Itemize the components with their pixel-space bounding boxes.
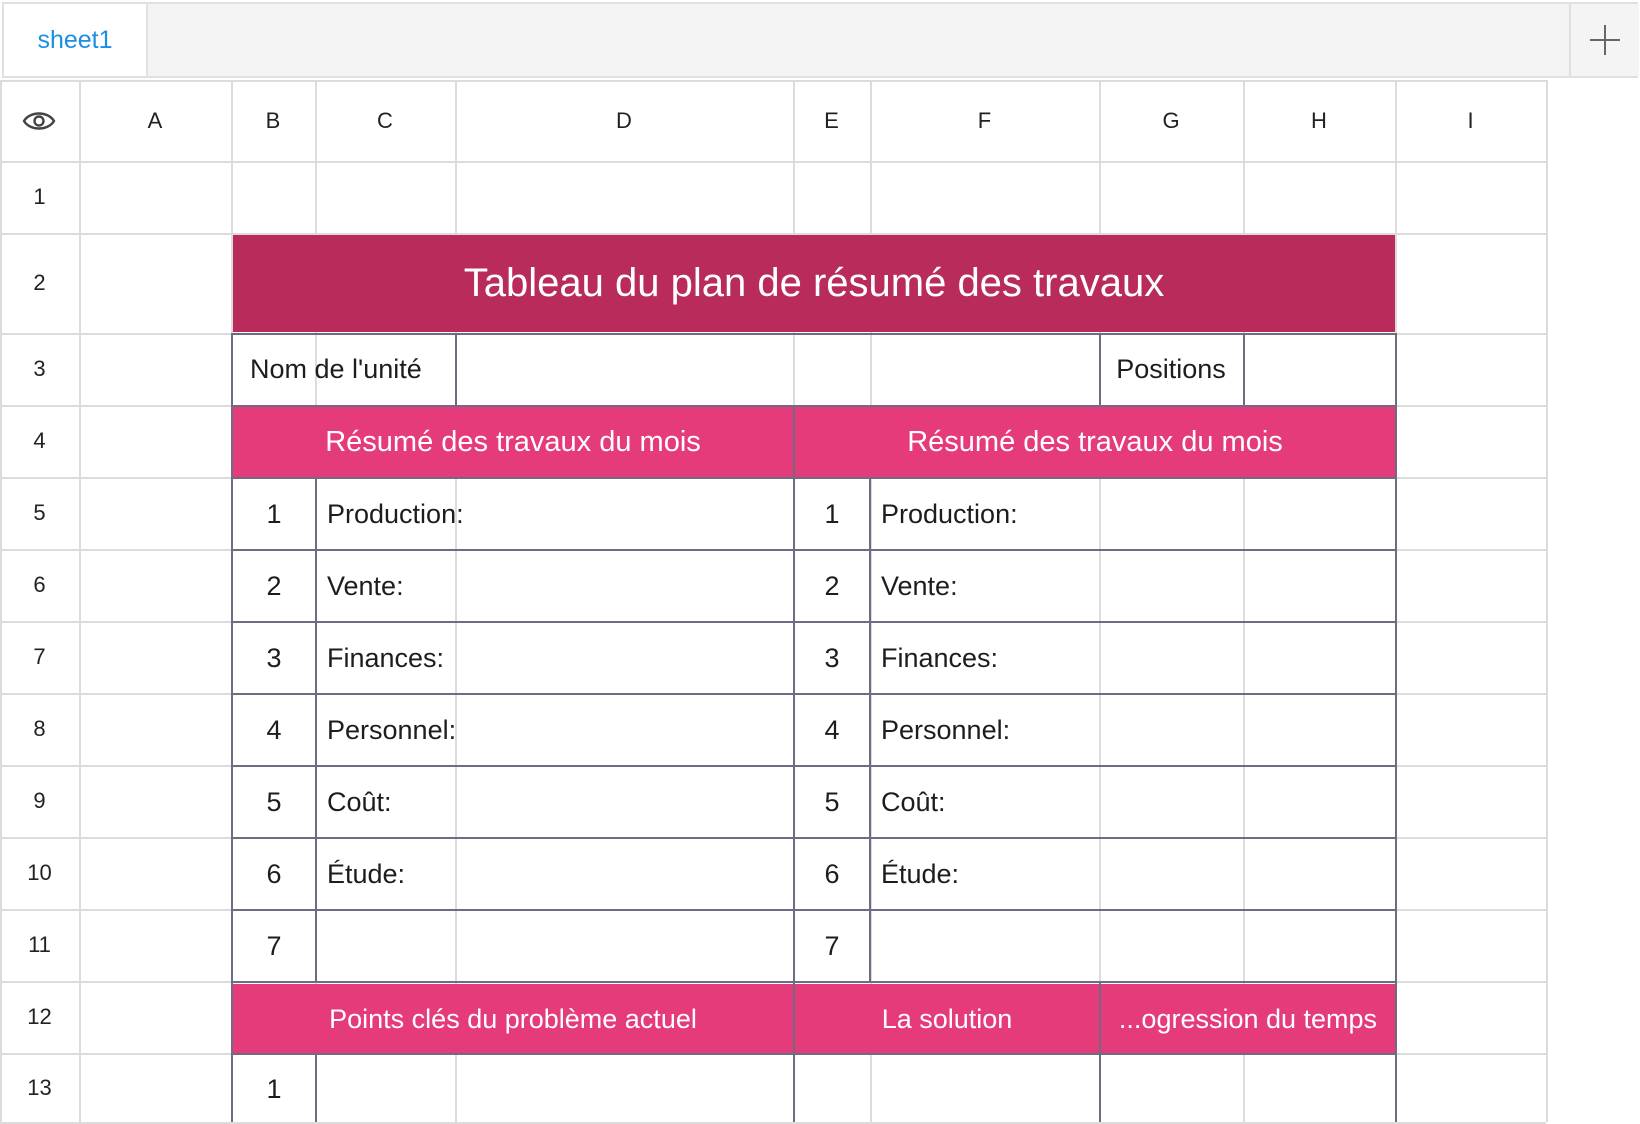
positions-value[interactable] (1244, 334, 1394, 404)
column-header-h[interactable]: H (1311, 107, 1327, 133)
right-summary-header[interactable]: Résumé des travaux du mois (795, 407, 1395, 477)
time-progress-header[interactable]: ...ogression du temps (1101, 984, 1395, 1054)
left-summary-header[interactable]: Résumé des travaux du mois (233, 407, 793, 477)
table-border-line (231, 981, 1397, 983)
sheet-title[interactable]: Tableau du plan de résumé des travaux (233, 235, 1395, 332)
table-border-line (231, 549, 1397, 551)
table-border-line (455, 333, 457, 405)
problem-number-cell[interactable]: 1 (266, 1073, 282, 1104)
row-header-3[interactable]: 3 (33, 356, 46, 381)
row-header-8[interactable]: 8 (33, 716, 46, 741)
table-border-line (231, 333, 1397, 335)
table-border-line (231, 333, 233, 1122)
table-border-line (315, 477, 317, 981)
left-item-label[interactable] (317, 911, 793, 981)
table-border-line (1099, 333, 1101, 405)
row-header-5[interactable]: 5 (33, 500, 46, 525)
grid-vline (1546, 80, 1548, 1122)
row-header-13[interactable]: 13 (27, 1074, 52, 1100)
right-item-label[interactable]: Personnel: (881, 714, 1011, 745)
table-border-line (1099, 981, 1101, 1122)
table-border-line (231, 909, 1397, 911)
right-item-label[interactable]: Finances: (881, 642, 999, 673)
row-header-2[interactable]: 2 (33, 270, 46, 295)
column-header-e[interactable]: E (824, 107, 839, 133)
table-border-line (231, 405, 1397, 407)
left-item-number[interactable]: 1 (266, 498, 282, 529)
right-item-number[interactable]: 2 (824, 570, 840, 601)
right-item-label[interactable]: Étude: (881, 858, 960, 889)
eye-icon[interactable] (22, 108, 56, 134)
table-border-line (315, 1053, 317, 1122)
right-item-number[interactable]: 7 (824, 930, 840, 961)
right-item-number[interactable]: 3 (824, 642, 840, 673)
right-item-number[interactable]: 6 (824, 858, 840, 889)
table-border-line (231, 1053, 1397, 1055)
row-header-10[interactable]: 10 (27, 860, 52, 885)
left-item-label[interactable]: Personnel: (327, 714, 457, 745)
left-item-number[interactable]: 6 (266, 858, 282, 889)
right-item-label[interactable] (871, 911, 1395, 981)
column-header-f[interactable]: F (977, 107, 992, 133)
left-item-label[interactable]: Finances: (327, 642, 445, 673)
right-item-label[interactable]: Vente: (881, 570, 958, 601)
left-item-label[interactable]: Production: (327, 498, 464, 529)
row-header-9[interactable]: 9 (33, 788, 46, 813)
column-header-i[interactable]: I (1467, 107, 1474, 133)
table-border-line (869, 477, 871, 981)
table-border-line (1243, 333, 1245, 405)
left-item-number[interactable]: 4 (266, 714, 282, 745)
add-sheet-plus-icon[interactable] (1569, 4, 1639, 76)
row-header-4[interactable]: 4 (33, 428, 46, 453)
table-border-line (1395, 333, 1397, 1122)
right-item-number[interactable]: 1 (824, 498, 840, 529)
table-border-line (231, 765, 1397, 767)
unit-name-label[interactable]: Nom de l'unité (250, 353, 422, 384)
tab-sheet1[interactable]: sheet1 (4, 4, 148, 76)
left-item-number[interactable]: 3 (266, 642, 282, 673)
right-item-label[interactable]: Coût: (881, 786, 946, 817)
grid-hline (0, 161, 1546, 163)
right-item-label[interactable]: Production: (881, 498, 1018, 529)
problems-header[interactable]: Points clés du problème actuel (233, 984, 793, 1054)
row-header-7[interactable]: 7 (33, 644, 46, 669)
table-border-line (231, 621, 1397, 623)
sheet-tab-bar (2, 2, 1638, 78)
column-header-d[interactable]: D (616, 107, 632, 133)
table-border-line (231, 693, 1397, 695)
left-item-number[interactable]: 2 (266, 570, 282, 601)
table-border-line (231, 477, 1397, 479)
right-item-number[interactable]: 4 (824, 714, 840, 745)
column-header-c[interactable]: C (377, 107, 393, 133)
row-header-6[interactable]: 6 (33, 572, 46, 597)
column-header-b[interactable]: B (265, 107, 281, 133)
positions-label[interactable]: Positions (1116, 353, 1226, 384)
row-header-11[interactable]: 11 (28, 932, 51, 957)
row-header-12[interactable]: 12 (27, 1004, 52, 1029)
left-item-label[interactable]: Étude: (327, 858, 406, 889)
table-border-line (793, 405, 795, 1122)
left-item-label[interactable]: Vente: (327, 570, 404, 601)
unit-name-value[interactable] (456, 334, 1098, 404)
column-header-a[interactable]: A (147, 107, 163, 133)
left-item-label[interactable]: Coût: (327, 786, 392, 817)
left-item-number[interactable]: 5 (266, 786, 282, 817)
grid-vline (79, 80, 81, 1122)
column-header-g[interactable]: G (1162, 107, 1180, 133)
row-header-1[interactable]: 1 (33, 184, 46, 209)
left-item-number[interactable]: 7 (266, 930, 282, 961)
table-border-line (231, 837, 1397, 839)
solution-header[interactable]: La solution (795, 984, 1099, 1054)
right-item-number[interactable]: 5 (824, 786, 840, 817)
